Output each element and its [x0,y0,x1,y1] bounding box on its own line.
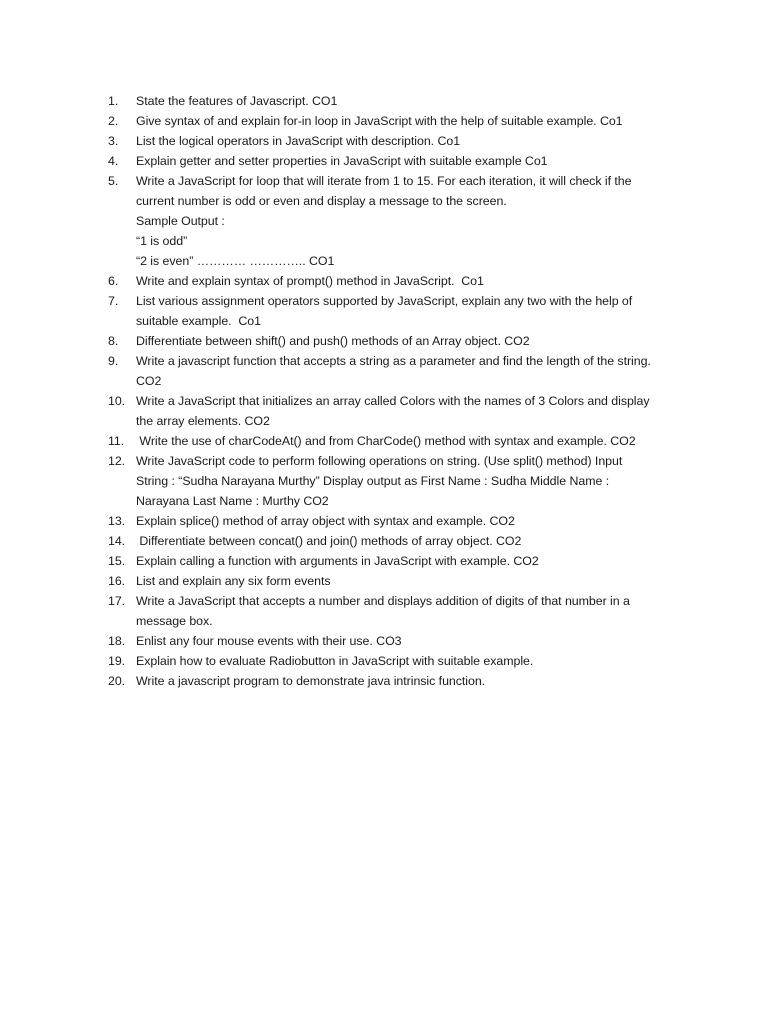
question-text [136,131,688,151]
question-text [136,451,688,511]
question-text-line: Explain splice() method of array object with syntax and example. CO2 [136,514,515,528]
question-text-line: State the features of Javascript. CO1 [136,94,338,108]
question-text-line: CO2 [136,374,162,388]
question-text [136,651,688,671]
question-number: 10. [108,394,126,408]
question-number: 12. [108,454,126,468]
question-number: 11. [108,434,125,448]
question-text [136,151,688,171]
question-item [108,531,688,551]
question-item [108,291,688,331]
question-text [136,291,688,331]
question-number: 14. [108,534,126,548]
question-item [108,331,688,351]
question-text [136,511,688,531]
question-text [136,631,688,651]
question-text-line: Give syntax of and explain for-in loop in JavaScript with the help of suitable example. Co1 [136,114,623,128]
question-text-line: “2 is even” ………… ………….. CO1 [136,254,335,268]
question-text-line: Write a JavaScript that initializes an array called Colors with the names of 3 Colors and display [136,394,650,408]
question-number: 19. [108,654,126,668]
question-text-line: Write a JavaScript for loop that will iterate from 1 to 15. For each iteration, it will check if the [136,174,632,188]
question-text-line: Explain calling a function with arguments in JavaScript with example. CO2 [136,554,539,568]
question-text-line: Write a javascript program to demonstrate java intrinsic function. [136,674,486,688]
question-text-line: Enlist any four mouse events with their use. CO3 [136,634,402,648]
question-text-line: Narayana Last Name : Murthy CO2 [136,494,329,508]
question-text-line: List various assignment operators supported by JavaScript, explain any two with the help of [136,294,633,308]
question-text-line: Differentiate between concat() and join() methods of array object. CO2 [136,534,522,548]
question-text-line: Write the use of charCodeAt() and from CharCode() method with syntax and example. CO2 [136,434,636,448]
question-number: 13. [108,514,126,528]
question-item [108,511,688,531]
question-list [108,91,688,691]
question-text-line: Differentiate between shift() and push() methods of an Array object. CO2 [136,334,530,348]
question-text-line: Write a javascript function that accepts a string as a parameter and find the length of the string. [136,354,651,368]
question-number: 17. [108,594,126,608]
question-text [136,271,688,291]
question-text-line: the array elements. CO2 [136,414,270,428]
question-item [108,151,688,171]
question-text-line: suitable example. Co1 [136,314,261,328]
question-number: 8. [108,334,119,348]
question-text [136,671,688,691]
question-text [136,431,688,451]
question-text [136,391,688,431]
question-text-line: Explain getter and setter properties in JavaScript with suitable example Co1 [136,154,548,168]
question-item [108,111,688,131]
question-item [108,591,688,631]
question-item [108,631,688,651]
question-text [136,111,688,131]
question-text [136,551,688,571]
question-number: 20. [108,674,126,688]
question-item [108,671,688,691]
question-text-line: message box. [136,614,213,628]
question-text-line: Write a JavaScript that accepts a number and displays addition of digits of that number in a [136,594,630,608]
question-text-line: List the logical operators in JavaScript with description. Co1 [136,134,461,148]
question-number: 15. [108,554,126,568]
question-text [136,91,688,111]
question-number: 9. [108,354,119,368]
question-text [136,571,688,591]
question-item [108,91,688,111]
question-item [108,351,688,391]
question-item [108,171,688,271]
question-item [108,651,688,671]
question-text-line: Explain how to evaluate Radiobutton in JavaScript with suitable example. [136,654,534,668]
question-text [136,591,688,631]
question-text-line: String : “Sudha Narayana Murthy” Display output as First Name : Sudha Middle Name : [136,474,610,488]
question-text-line: Write and explain syntax of prompt() method in JavaScript. Co1 [136,274,484,288]
question-text-line: List and explain any six form events [136,574,331,588]
question-text [136,531,688,551]
question-number: 4. [108,154,119,168]
question-text [136,171,688,271]
question-item [108,131,688,151]
question-number: 16. [108,574,126,588]
question-item [108,391,688,431]
question-item [108,431,688,451]
question-item [108,571,688,591]
question-text-line: Sample Output : [136,214,225,228]
question-text-line: current number is odd or even and display a message to the screen. [136,194,507,208]
question-number: 7. [108,294,119,308]
question-item [108,271,688,291]
question-number: 2. [108,114,119,128]
question-number: 3. [108,134,119,148]
question-number: 1. [108,94,119,108]
question-item [108,551,688,571]
question-text-line: Write JavaScript code to perform following operations on string. (Use split() method) Input [136,454,623,468]
question-number: 18. [108,634,126,648]
question-number: 6. [108,274,119,288]
question-text [136,331,688,351]
question-text [136,351,688,391]
question-text-line: “1 is odd” [136,234,188,248]
question-item [108,451,688,511]
question-number: 5. [108,174,119,188]
